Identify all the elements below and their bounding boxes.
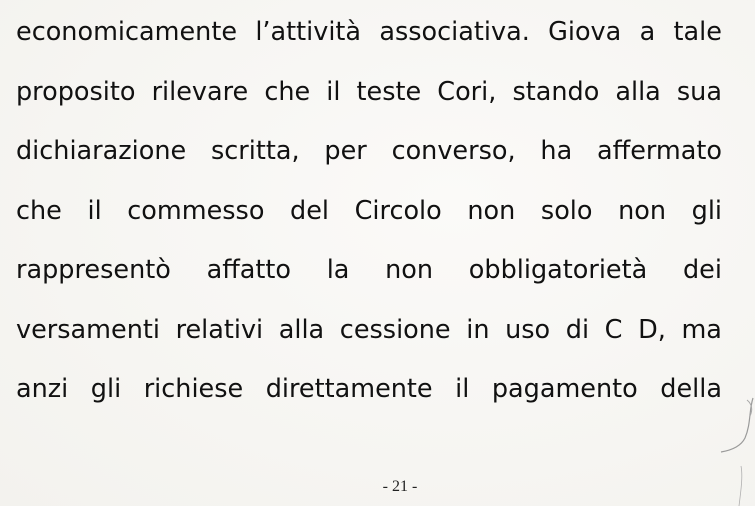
word: D,	[638, 314, 666, 345]
word: relativi	[175, 314, 264, 345]
word: scritta,	[211, 136, 300, 166]
word: gli	[90, 374, 122, 404]
word: dei	[682, 255, 722, 285]
word: alla	[278, 314, 325, 345]
word: non	[385, 255, 434, 285]
word: cessione	[339, 314, 451, 345]
text-line	[16, 70, 722, 130]
word: anzi	[16, 374, 69, 404]
word: in	[466, 314, 490, 345]
word: a	[639, 17, 656, 47]
word: teste	[356, 76, 422, 107]
text-line	[16, 129, 722, 189]
text-line	[16, 248, 722, 308]
word: tale	[673, 17, 722, 47]
word: il	[87, 195, 102, 226]
word: economicamente	[16, 17, 238, 47]
text-line	[16, 367, 722, 427]
word: uso	[505, 314, 551, 345]
word: Cori,	[437, 76, 497, 107]
word: di	[565, 314, 590, 345]
word: il	[455, 374, 470, 404]
word: ma	[681, 314, 722, 345]
word: che	[16, 195, 62, 226]
word: ha	[540, 136, 573, 166]
page-number: - 21 -	[382, 478, 418, 495]
word: associativa.	[379, 17, 530, 47]
scan-edge-mark	[655, 380, 755, 506]
word: il	[326, 76, 341, 107]
word: stando	[512, 76, 600, 107]
word: la	[326, 255, 350, 285]
word: della	[660, 374, 722, 404]
word: Giova	[548, 17, 622, 47]
word: l’attività	[255, 17, 362, 47]
word: alla	[615, 76, 661, 107]
word: converso,	[391, 136, 516, 166]
text-line	[16, 189, 722, 249]
word: direttamente	[265, 374, 433, 404]
word: affatto	[206, 255, 291, 285]
word: del	[290, 195, 330, 226]
word: che	[264, 76, 311, 107]
body-text	[16, 10, 722, 427]
word: C	[604, 314, 623, 345]
word: versamenti	[16, 314, 160, 345]
text-line	[16, 308, 722, 368]
word: obbligatorietà	[468, 255, 648, 285]
text-line	[16, 10, 722, 70]
word: commesso	[127, 195, 265, 226]
word: pagamento	[491, 374, 638, 404]
word: rilevare	[151, 76, 249, 107]
word: richiese	[143, 374, 244, 404]
word: non	[467, 195, 516, 226]
word: per	[324, 136, 367, 166]
word: solo	[540, 195, 593, 226]
word: proposito	[16, 76, 136, 107]
word: gli	[691, 195, 722, 226]
word: affermato	[597, 136, 722, 166]
word: non	[618, 195, 667, 226]
word: sua	[676, 76, 722, 107]
word: rappresentò	[16, 255, 171, 285]
word: dichiarazione	[16, 136, 187, 166]
word: Circolo	[354, 195, 442, 226]
